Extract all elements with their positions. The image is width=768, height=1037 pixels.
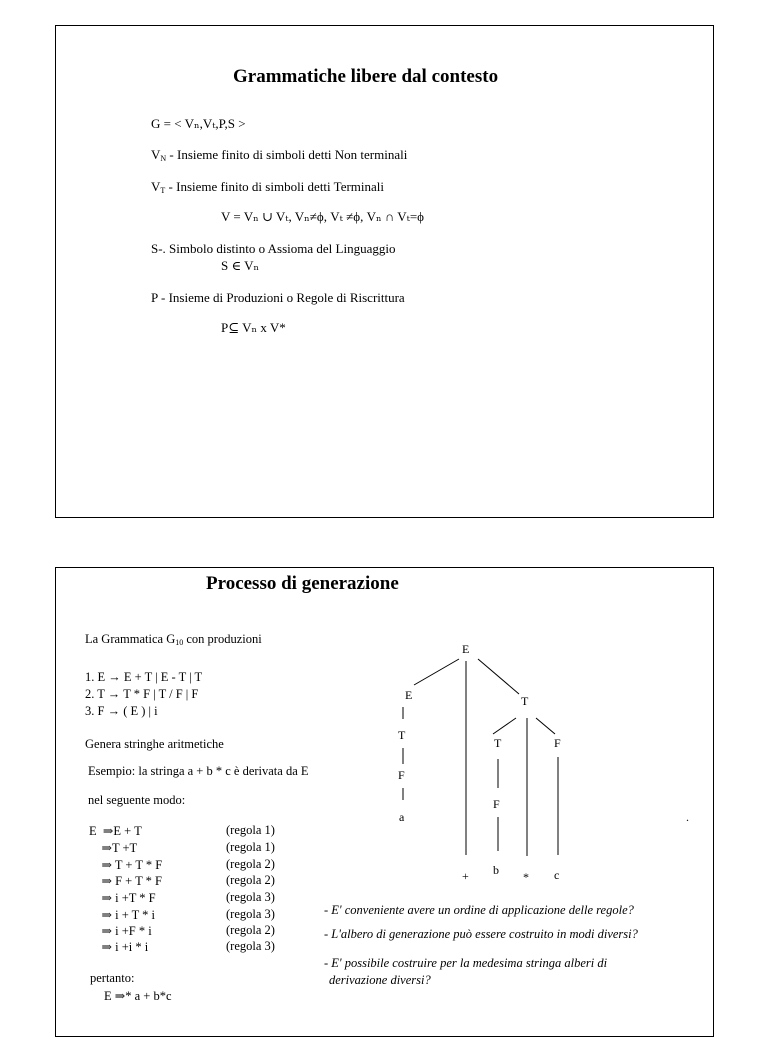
slide2-title: Processo di generazione (206, 573, 399, 594)
grammar-intro: La Grammatica $G_{10}$ con produzioni (85, 632, 262, 647)
tree-node-f: F (554, 736, 561, 750)
p-formula: P⊆ Vₙ x V* (221, 320, 286, 335)
tree-leaf-star: * (523, 870, 529, 884)
tree-leaf-plus: + (462, 869, 469, 883)
tree-node-t: T (398, 728, 406, 742)
tree-node-t: T (521, 694, 529, 708)
vn-definition: $V_N$ - Insieme finito di simboli detti Non terminali (151, 147, 408, 163)
derivation-step: ⇒ T + T * F (89, 858, 163, 872)
derivation-step: ⇒ i +i * i (89, 940, 149, 954)
derivation-step: ⇒ i +T * F (89, 891, 156, 905)
derivation-step: ⇒ F + T * F (89, 874, 162, 888)
question-1: - E' conveniente avere un ordine di applicazione delle regole? (324, 903, 634, 917)
derivation-step: ⇒T +T (89, 841, 138, 855)
tree-node-t: T (494, 736, 502, 750)
tree-edge (536, 718, 555, 734)
derivation-rule: (regola 2) (226, 923, 275, 937)
tree-edge (478, 659, 519, 694)
derivation-rule: (regola 2) (226, 873, 275, 887)
derivation-rule: (regola 1) (226, 823, 275, 837)
tree-node-f: F (398, 768, 405, 782)
derivation-step: ⇒ i +F * i (89, 924, 152, 938)
derivation-rule: (regola 3) (226, 907, 275, 921)
p-definition: P - Insieme di Produzioni o Regole di Riscrittura (151, 290, 405, 305)
derivation-rule: (regola 3) (226, 939, 275, 953)
slide-grammatiche (55, 25, 714, 518)
derivation-step: ⇒ i + T * i (89, 908, 156, 922)
tree-node-root: E (462, 642, 470, 656)
rule-3: 3. F → ( E ) | i (85, 704, 158, 718)
derivation-rule: (regola 2) (226, 857, 275, 871)
question-3: - E' possibile costruire per la medesima stringa alberi di (324, 956, 608, 970)
tree-leaf-c: c (554, 868, 560, 882)
tree-leaf-b: b (493, 863, 499, 877)
v-formula: V = Vₙ ∪ Vₜ, Vₙ≠ϕ, Vₜ ≠ϕ, Vₙ ∩ Vₜ=ϕ (221, 209, 425, 224)
s-formula: S ∈ Vₙ (221, 258, 260, 273)
question-3-cont: derivazione diversi? (329, 973, 431, 987)
vt-definition: $V_T$ - Insieme finito di simboli detti Terminali (151, 179, 385, 195)
rule-2: 2. T → T * F | T / F | F (85, 687, 199, 701)
rule-1: 1. E → E + T | E - T | T (85, 670, 203, 684)
modo-text: nel seguente modo: (88, 793, 186, 807)
tree-edge (493, 718, 516, 734)
grammar-definition: G = < Vₙ,Vₜ,P,S > (151, 116, 246, 131)
tree-edge (414, 659, 459, 685)
tree-leaf-a: a (399, 810, 405, 824)
s-definition: S-. Simbolo distinto o Assioma del Linguaggio (151, 241, 396, 256)
tree-node-e: E (405, 688, 413, 702)
derivation-tree (56, 568, 713, 898)
tree-node-f: F (493, 797, 500, 811)
pertanto-text: pertanto: (90, 971, 135, 985)
genera-text: Genera stringhe aritmetiche (85, 737, 224, 751)
esempio-text: Esempio: la stringa a + b * c è derivata da E (88, 764, 309, 778)
stray-dot: . (686, 810, 689, 824)
slide1-title: Grammatiche libere dal contesto (233, 66, 499, 87)
derivation-rule: (regola 1) (226, 840, 275, 854)
slide-processo (55, 567, 714, 1037)
derivation-step: E ⇒E + T (89, 824, 142, 838)
question-2: - L'albero di generazione può essere costruito in modi diversi? (324, 927, 638, 941)
result-text: E ⇒* a + b*c (104, 989, 172, 1003)
derivation-rule: (regola 3) (226, 890, 275, 904)
